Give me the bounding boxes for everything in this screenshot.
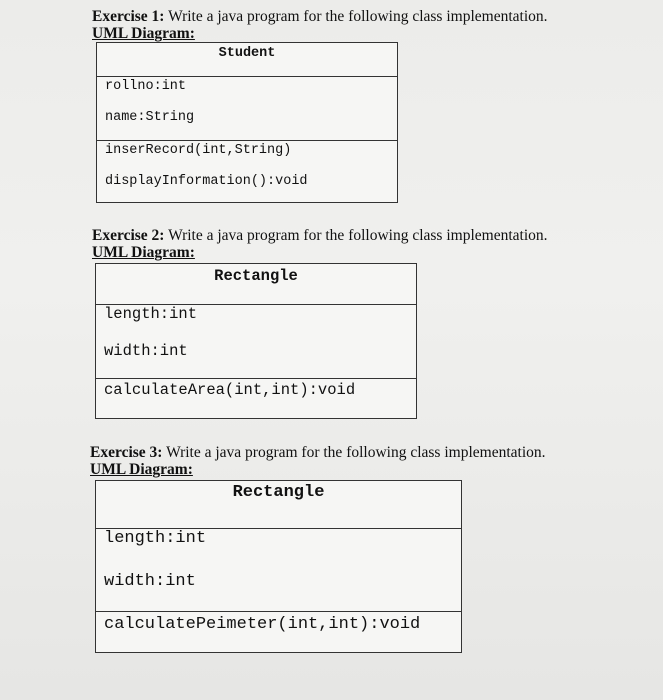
exercise-1-heading bbox=[92, 8, 548, 25]
attributes-section bbox=[96, 304, 416, 378]
class-name: Student bbox=[218, 46, 276, 61]
class-name: Rectangle bbox=[214, 267, 298, 285]
exercise-1-prompt: Write a java program for the following class implementation. bbox=[168, 8, 548, 25]
uml-class-rectangle-2 bbox=[95, 480, 462, 653]
exercise-3-uml-label: UML Diagram: bbox=[90, 461, 193, 478]
method: inserRecord(int,String) bbox=[105, 143, 292, 158]
class-name: Rectangle bbox=[232, 483, 325, 502]
exercise-2-label: Exercise 2: bbox=[92, 227, 165, 244]
exercise-3-heading bbox=[90, 444, 546, 461]
methods-section bbox=[96, 378, 416, 417]
uml-class-student bbox=[96, 42, 398, 203]
exercise-2-heading bbox=[92, 227, 548, 244]
method: displayInformation():void bbox=[105, 174, 308, 189]
method: calculateArea(int,int):void bbox=[104, 381, 356, 399]
exercise-1-uml-label: UML Diagram: bbox=[92, 25, 195, 42]
method: calculatePeimeter(int,int):void bbox=[104, 615, 421, 634]
attribute: length:int bbox=[104, 529, 207, 548]
exercise-3-prompt: Write a java program for the following class implementation. bbox=[166, 444, 546, 461]
attribute: width:int bbox=[104, 572, 196, 591]
attributes-section bbox=[96, 528, 461, 611]
uml-class-rectangle bbox=[95, 263, 417, 419]
exercise-3-label: Exercise 3: bbox=[90, 444, 163, 461]
attribute: width:int bbox=[104, 342, 188, 360]
exercise-2-uml-label: UML Diagram: bbox=[92, 244, 195, 261]
exercise-2-prompt: Write a java program for the following class implementation. bbox=[168, 227, 548, 244]
methods-section bbox=[97, 140, 397, 201]
methods-section bbox=[96, 611, 461, 651]
attribute: rollno:int bbox=[105, 79, 187, 94]
exercise-1-label: Exercise 1: bbox=[92, 8, 165, 25]
attribute: length:int bbox=[104, 305, 198, 323]
attributes-section bbox=[97, 76, 397, 140]
attribute: name:String bbox=[105, 110, 195, 125]
